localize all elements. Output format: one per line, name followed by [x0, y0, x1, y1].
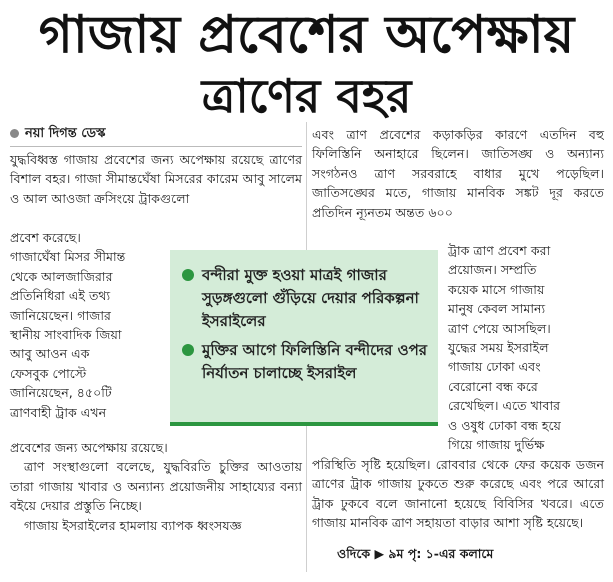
right-narrow-line: যুদ্ধের সময় ইসরাইল: [448, 340, 549, 356]
right-narrow-line: বেরোনো বন্ধ করে: [448, 378, 538, 394]
byline-separator: [10, 146, 302, 147]
highlight-text: মুক্তির আগে ফিলিস্তিনি বন্দীদের ওপর নির্যাতন চালাচ্ছে ইসরাইল: [202, 341, 428, 382]
left-narrow-line: গাজাঘেঁষা মিসর সীমান্ত: [10, 249, 126, 265]
left-narrow-line: প্রবেশ করেছে।: [10, 230, 81, 245]
headline-line-2: ত্রাণের বহর: [201, 69, 412, 123]
right-column-bottom: পরিস্থিতি সৃষ্টি হয়েছিল। রোববার থেকে ফের কয়েক ডজন ত্রাণের ট্রাক গাজায় ঢুকতে শুরু করেছে এবং পরে আরো ট্রাক ঢুকবে বলে জানানো হয়েছে বিবিসির খবরে। এতে গাজায় মানবিক ত্রাণ সহায়তা বাড়ার আশা সৃষ্টি হয়েছে।: [312, 457, 604, 531]
bullet-icon: [182, 344, 194, 356]
right-column-narrow: [448, 241, 604, 454]
right-narrow-line: ট্রাক ত্রাণ প্রবেশ করা: [448, 243, 551, 258]
left-column-bottom: [10, 438, 302, 535]
highlight-item: [182, 264, 428, 333]
right-narrow-line: গিয়ে গাজায় দুর্ভিক্ষ: [448, 437, 545, 453]
continuation-note: ওদিকে ▶ ৯ম পৃ: ১-এর কলামে: [337, 546, 494, 561]
right-column-top: এবং ত্রাণ প্রবেশের কড়াকড়ির কারণে এতদিন বহু ফিলিস্তিনি অনাহারে ছিলেন। জাতিসঙ্ঘ ও অন্যান্য সংগঠনও ত্রাণ সরবরাহে বাধার মুখে পড়েছিল। জাতিসঙ্ঘের মতে, গাজায় মানবিক সঙ্কট দূর করতে প্রতিদিন ন্যূনতম অন্তত ৬০০: [312, 127, 604, 220]
right-narrow-line: প্রয়োজন। সম্প্রতি: [448, 262, 537, 278]
highlight-text: বন্দীরা মুক্ত হওয়া মাত্রই গাজার সুড়ঙ্গগুলো গুঁড়িয়ে দেয়ার পরিকল্পনা ইসরাইলের: [202, 266, 419, 330]
right-narrow-line: ও ওষুধ ঢোকা বন্ধ হয়ে: [448, 417, 561, 433]
bullet-icon: [182, 269, 194, 281]
left-narrow-line: স্থানীয় সাংবাদিক জিয়া: [10, 327, 122, 343]
left-narrow-line: ত্রাণবাহী ট্রাক এখন: [10, 404, 107, 420]
right-narrow-line: মানুষ কেবল সামান্য: [448, 301, 546, 317]
left-narrow-line: জানিয়েছেন, ৪৫০টি: [10, 385, 112, 401]
bullet-icon: [10, 129, 19, 138]
left-paragraph-3: গাজায় ইসরাইলের হামলায় ব্যাপক ধ্বংসযজ্ঞ: [24, 517, 242, 533]
right-narrow-line: রেখেছিল। এতে খাবার: [448, 398, 561, 414]
left-narrow-line: জানিয়েছেন। গাজার: [10, 307, 111, 323]
left-narrow-line: থেকে আলজাজিরার: [10, 268, 113, 284]
left-paragraph-end: প্রবেশের জন্য অপেক্ষায় রয়েছে।: [10, 440, 168, 455]
byline-text: নয়া দিগন্ত ডেস্ক: [25, 126, 106, 141]
highlight-box: [170, 250, 438, 426]
left-narrow-line: আবু আওন এক: [10, 346, 90, 362]
right-narrow-line: কয়েক মাসে গাজায়: [448, 281, 545, 297]
highlight-item: [182, 339, 428, 385]
left-column-narrow: [10, 228, 166, 422]
left-narrow-line: প্রতিনিধিরা এই তথ্য: [10, 288, 111, 304]
left-narrow-line: ফেসবুক পোস্টে: [10, 365, 87, 381]
left-column-top: যুদ্ধবিধ্বস্ত গাজায় প্রবেশের জন্য অপেক্ষায় রয়েছে ত্রাণের বিশাল বহর। গাজা সীমান্তঘেঁষা মিসরের কারেম আবু সালেম ও আল আওজা ক্রসিংয়ে ট্রাকগুলো: [10, 152, 302, 206]
left-paragraph-2: ত্রাণ সংস্থাগুলো বলেছে, যুদ্ধবিরতি চুক্তির আওতায় তারা গাজায় খাবার ও অন্যান্য প্রয়োজনীয় সাহায্যের বন্যা বইয়ে দেয়ার প্রস্তুতি নিচ্ছে।: [10, 459, 302, 514]
byline: [10, 124, 105, 145]
headline-line-1: গাজায় প্রবেশের অপেক্ষায়: [38, 5, 575, 65]
right-narrow-line: গাজায় ঢোকা এবং: [448, 359, 541, 375]
right-narrow-line: ত্রাণ পেয়ে আসছিল।: [448, 320, 551, 336]
